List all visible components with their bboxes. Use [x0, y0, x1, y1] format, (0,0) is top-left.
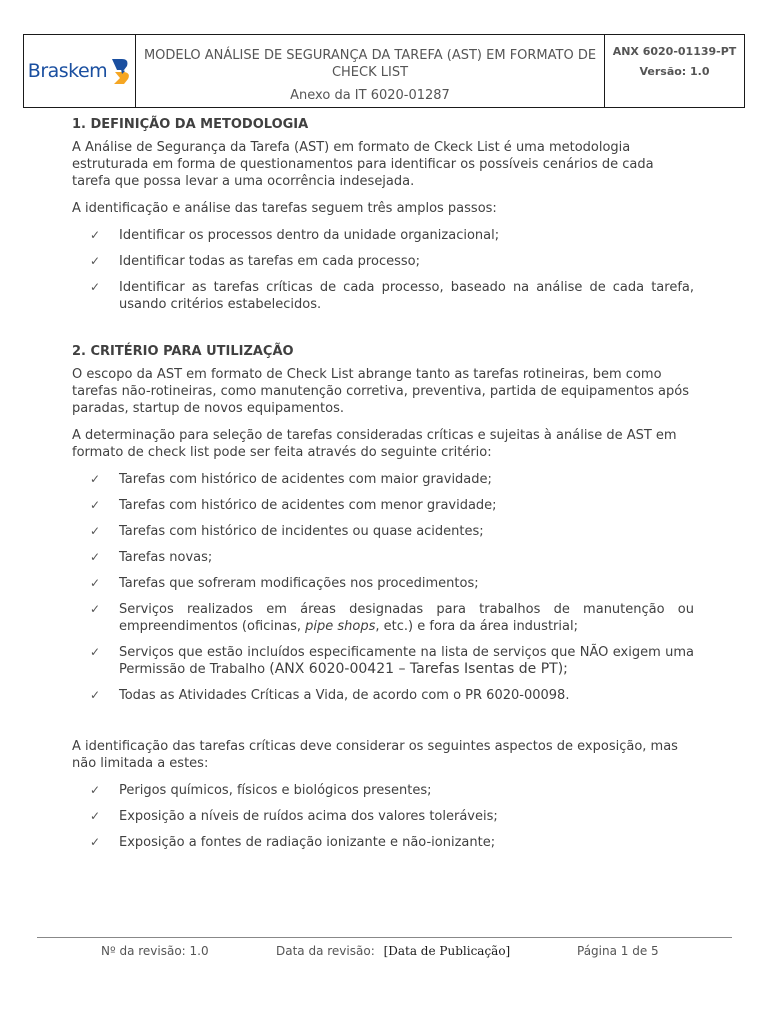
exposure-list [72, 782, 694, 851]
list-item: ✓ Perigos químicos, físicos e biológicos presentes; [90, 783, 432, 798]
paragraph: A identificação e análise das tarefas seguem três amplos passos: [72, 201, 497, 216]
footer-page-number: Página 1 de 5 [577, 944, 659, 958]
checkmark-icon: ✓ [90, 498, 101, 512]
checkmark-icon: ✓ [90, 524, 101, 538]
document-version: Versão: 1.0 [639, 65, 710, 78]
list-item: ✓ Exposição a níveis de ruídos acima dos valores toleráveis; [90, 809, 498, 824]
list-item: ✓ Identificar os processos dentro da unidade organizacional; [90, 228, 500, 243]
logo [24, 35, 136, 107]
footer-revision-date-value: [Data de Publicação] [383, 944, 511, 958]
checkmark-icon: ✓ [90, 688, 101, 702]
checkmark-icon: ✓ [90, 809, 101, 823]
section-heading-methodology: 1. DEFINIÇÃO DA METODOLOGIA [72, 117, 309, 132]
checkmark-icon: ✓ [90, 228, 101, 242]
list-item: ✓ Tarefas com histórico de acidentes com maior gravidade; [90, 472, 492, 487]
checkmark-icon: ✓ [90, 254, 101, 268]
footer-revision-date-label: Data da revisão: [276, 944, 375, 958]
footer-revision-date [276, 944, 510, 958]
checkmark-icon: ✓ [90, 835, 101, 849]
document-code: ANX 6020-01139-PT [612, 45, 737, 58]
footer-revision: Nº da revisão: 1.0 [101, 944, 209, 958]
steps-list [72, 227, 694, 313]
checkmark-icon: ✓ [90, 783, 101, 797]
header-code-block [605, 35, 744, 107]
document-title-line2: CHECK LIST [331, 65, 409, 80]
criteria-list [72, 471, 694, 704]
paragraph: O escopo da AST em formato de Check List abrange tanto as tarefas rotineiras, bem como tarefas não-rotineiras, como manutenção corretiva, preventiva, partida de equipamentos após paradas, startup de novos equipamentos. [72, 367, 689, 416]
paragraph: A determinação para seleção de tarefas consideradas críticas e sujeitas à análise de AST em formato de check list pode ser feita através do seguinte critério: [72, 428, 677, 460]
document-title-line1: MODELO ANÁLISE DE SEGURANÇA DA TAREFA (AST) EM FORMATO DE [143, 48, 597, 63]
list-item: ✓ Todas as Atividades Críticas a Vida, de acordo com o PR 6020-00098. [90, 688, 570, 703]
checkmark-icon: ✓ [90, 280, 101, 294]
checkmark-icon: ✓ [90, 645, 101, 659]
list-item: ✓ Identificar as tarefas críticas de cada processo, baseado na análise de cada tarefa, usando critérios estabelecidos. [90, 280, 694, 312]
document-header [23, 34, 745, 108]
list-item: ✓ Tarefas com histórico de acidentes com menor gravidade; [90, 498, 497, 513]
list-item: ✓ Identificar todas as tarefas em cada processo; [90, 254, 420, 269]
list-item: ✓ Tarefas com histórico de incidentes ou quase acidentes; [90, 524, 484, 539]
list-item: ✓ Serviços realizados em áreas designadas para trabalhos de manutenção ou empreendimentos (oficinas, pipe shops, etc.) e fora da área industrial; [90, 602, 694, 634]
checkmark-icon: ✓ [90, 576, 101, 590]
checkmark-icon: ✓ [90, 472, 101, 486]
list-item: ✓ Tarefas que sofreram modificações nos procedimentos; [90, 576, 479, 591]
list-item: ✓ Tarefas novas; [90, 550, 213, 565]
document-subtitle: Anexo da IT 6020-01287 [290, 88, 450, 103]
section-heading-criteria: 2. CRITÉRIO PARA UTILIZAÇÃO [72, 344, 294, 359]
header-title-block [136, 35, 605, 107]
checkmark-icon: ✓ [90, 550, 101, 564]
checkmark-icon: ✓ [90, 602, 101, 616]
logo-text: Braskem [27, 60, 108, 82]
document-body [72, 114, 694, 851]
paragraph: A identificação das tarefas críticas deve considerar os seguintes aspectos de exposição, mas não limitada a estes: [72, 739, 678, 771]
paragraph: A Análise de Segurança da Tarefa (AST) em formato de Ckeck List é uma metodologia estruturada em forma de questionamentos para identificar os possíveis cenários de cada tarefa que possa levar a uma ocorrência indesejada. [72, 140, 654, 189]
footer-divider [37, 937, 732, 938]
list-item: ✓ Exposição a fontes de radiação ionizante e não-ionizante; [90, 835, 496, 850]
braskem-logo-icon [109, 57, 131, 85]
list-item: ✓ Serviços que estão incluídos especificamente na lista de serviços que NÃO exigem uma Permissão de Trabalho (ANX 6020-00421 – Tarefas Isentas de PT); [90, 645, 694, 677]
